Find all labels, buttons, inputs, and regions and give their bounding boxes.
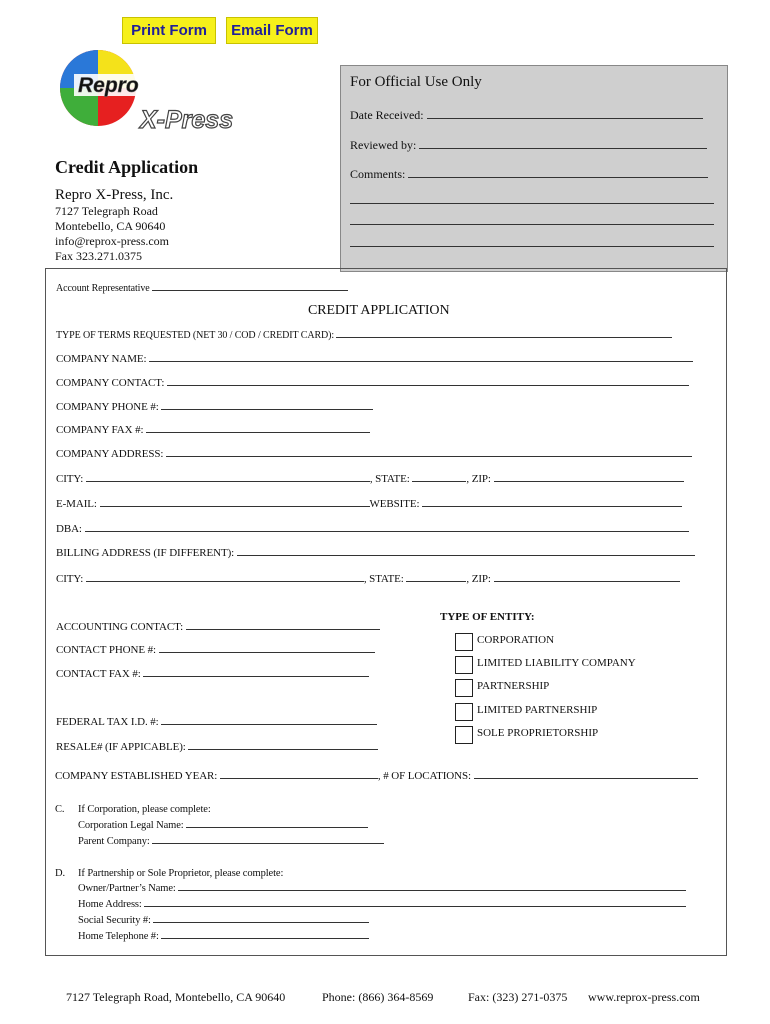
footer-website[interactable]: www.reprox-press.com	[588, 990, 700, 1004]
partnership-label: PARTNERSHIP	[477, 680, 550, 692]
accounting-contact-row: ACCOUNTING CONTACT:	[56, 621, 380, 633]
company-phone-field[interactable]	[161, 409, 373, 410]
footer-fax: Fax: (323) 271-0375	[468, 990, 568, 1004]
section-d-intro: If Partnership or Sole Proprietor, please complete:	[78, 868, 284, 879]
contact-fax-row: CONTACT FAX #:	[56, 668, 369, 680]
billing-city-field[interactable]	[86, 581, 364, 582]
home-phone-row: Home Telephone #:	[78, 931, 369, 942]
partnership-checkbox[interactable]	[455, 679, 473, 697]
section-c-letter: C.	[55, 804, 65, 815]
corporation-checkbox[interactable]	[455, 633, 473, 651]
parent-company-field[interactable]	[152, 843, 384, 844]
contact-fax-field[interactable]	[143, 676, 369, 677]
sole-proprietorship-checkbox[interactable]	[455, 726, 473, 744]
footer-phone: Phone: (866) 364-8569	[322, 990, 434, 1004]
account-rep-field[interactable]	[152, 290, 348, 291]
corporation-label: CORPORATION	[477, 634, 555, 646]
ssn-row: Social Security #:	[78, 915, 369, 926]
form-heading: CREDIT APPLICATION	[308, 303, 450, 318]
email-field[interactable]	[100, 506, 370, 507]
page-title: Credit Application	[55, 157, 199, 177]
company-name-field[interactable]	[149, 361, 693, 362]
terms-field[interactable]	[336, 337, 672, 338]
billing-state-field[interactable]	[406, 581, 466, 582]
comments-field[interactable]	[408, 177, 708, 178]
ssn-field[interactable]	[153, 922, 369, 923]
company-email: info@reprox-press.com	[55, 234, 170, 248]
llc-label: LIMITED LIABILITY COMPANY	[477, 657, 636, 669]
home-phone-field[interactable]	[161, 938, 369, 939]
company-fax: Fax 323.271.0375	[55, 249, 142, 263]
official-title: For Official Use Only	[350, 74, 482, 90]
footer-address: 7127 Telegraph Road, Montebello, CA 90640	[66, 990, 286, 1004]
owner-name-field[interactable]	[178, 890, 686, 891]
section-c-intro: If Corporation, please complete:	[78, 804, 211, 815]
city-field[interactable]	[86, 481, 370, 482]
company-city: Montebello, CA 90640	[55, 219, 166, 233]
logo-word-xpress: X-Press	[140, 106, 234, 134]
locations-field[interactable]	[474, 778, 698, 779]
federal-tax-field[interactable]	[161, 724, 377, 725]
logo-word-repro: Repro	[78, 74, 139, 97]
company-name: Repro X-Press, Inc.	[55, 187, 174, 203]
website-field[interactable]	[422, 506, 682, 507]
comments-line[interactable]	[350, 246, 714, 247]
company-address-field[interactable]	[166, 456, 692, 457]
official-use-box	[340, 65, 728, 272]
section-d-letter: D.	[55, 868, 66, 879]
sole-proprietorship-label: SOLE PROPRIETORSHIP	[477, 727, 599, 739]
billing-zip-field[interactable]	[494, 581, 680, 582]
state-field[interactable]	[412, 481, 466, 482]
company-fax-field[interactable]	[146, 432, 370, 433]
accounting-contact-field[interactable]	[186, 629, 380, 630]
billing-address-field[interactable]	[237, 555, 695, 556]
home-address-field[interactable]	[144, 906, 686, 907]
llc-checkbox[interactable]	[455, 656, 473, 674]
comments-line[interactable]	[350, 224, 714, 225]
email-website-row: E-MAIL: WEBSITE:	[56, 498, 682, 510]
federal-tax-row: FEDERAL TAX I.D. #:	[56, 716, 377, 728]
zip-field[interactable]	[494, 481, 684, 482]
contact-phone-row: CONTACT PHONE #:	[56, 644, 375, 656]
company-fax-row: COMPANY FAX #:	[56, 424, 370, 436]
date-received-field[interactable]	[427, 118, 703, 119]
resale-field[interactable]	[188, 749, 378, 750]
corp-legal-name-row: Corporation Legal Name:	[78, 820, 368, 831]
company-logo	[58, 48, 268, 138]
terms-row: TYPE OF TERMS REQUESTED (NET 30 / COD / CREDIT CARD):	[56, 330, 672, 341]
established-row: COMPANY ESTABLISHED YEAR: , # OF LOCATIONS:	[55, 770, 698, 782]
company-contact-field[interactable]	[167, 385, 689, 386]
limited-partnership-label: LIMITED PARTNERSHIP	[477, 704, 598, 716]
company-phone-row: COMPANY PHONE #:	[56, 401, 373, 413]
company-address-row: COMPANY ADDRESS:	[56, 448, 692, 460]
email-form-button[interactable]: Email Form	[226, 17, 318, 44]
dba-row: DBA:	[56, 523, 689, 535]
date-received-row: Date Received:	[350, 108, 703, 123]
billing-address-row: BILLING ADDRESS (IF DIFFERENT):	[56, 547, 695, 559]
parent-company-row: Parent Company:	[78, 836, 384, 847]
account-rep-row: Account Representative	[56, 283, 348, 294]
entity-title: TYPE OF ENTITY:	[440, 611, 535, 623]
reviewed-by-row: Reviewed by:	[350, 138, 707, 153]
company-address: 7127 Telegraph Road	[55, 204, 158, 218]
resale-row: RESALE# (IF APPICABLE):	[56, 741, 378, 753]
billing-city-row: CITY: , STATE: , ZIP:	[56, 573, 680, 585]
company-contact-row: COMPANY CONTACT:	[56, 377, 689, 389]
comments-row: Comments:	[350, 167, 708, 182]
reviewed-by-field[interactable]	[419, 148, 707, 149]
home-address-row: Home Address:	[78, 899, 686, 910]
limited-partnership-checkbox[interactable]	[455, 703, 473, 721]
credit-application-form	[45, 268, 727, 956]
corp-legal-name-field[interactable]	[186, 827, 368, 828]
contact-phone-field[interactable]	[159, 652, 375, 653]
established-year-field[interactable]	[220, 778, 378, 779]
print-form-button[interactable]: Print Form	[122, 17, 216, 44]
city-row: CITY: , STATE: , ZIP:	[56, 473, 684, 485]
company-name-row: COMPANY NAME:	[56, 353, 693, 365]
owner-name-row: Owner/Partner’s Name:	[78, 883, 686, 894]
dba-field[interactable]	[85, 531, 689, 532]
comments-line[interactable]	[350, 203, 714, 204]
